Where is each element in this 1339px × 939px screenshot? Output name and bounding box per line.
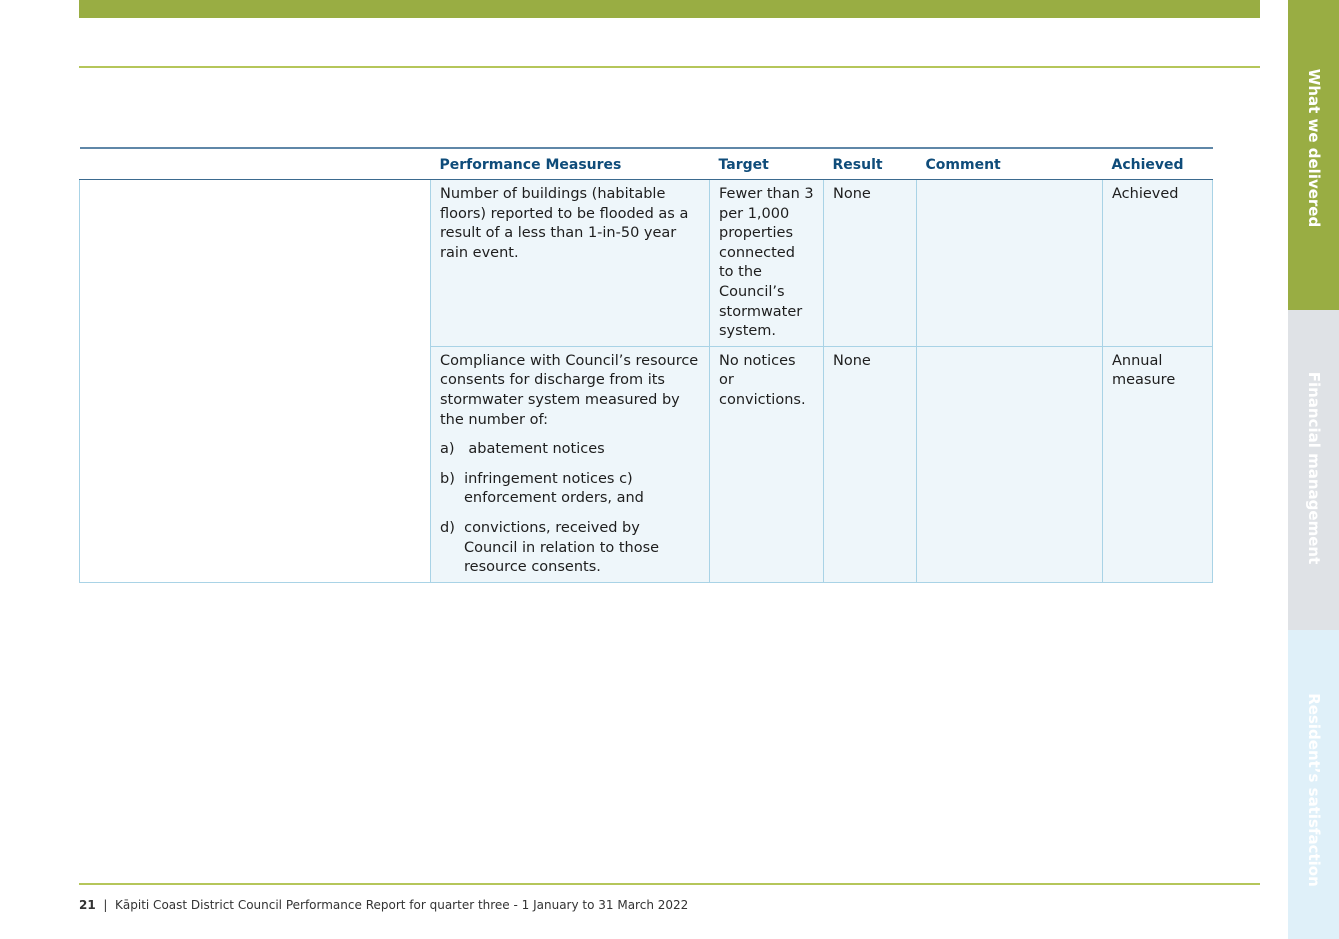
measure-cell: Number of buildings (habitable floors) reported to be flooded as a result of a less than 1-in-50 year rain event. — [431, 180, 710, 347]
header-result: Result — [824, 148, 917, 180]
blank-column-cell — [80, 180, 431, 583]
tab-label: Resident’s satisfaction — [1304, 693, 1323, 887]
list-text: abatement notices — [468, 441, 605, 458]
result-cell: None — [824, 346, 917, 582]
achieved-cell: Annual measure — [1103, 346, 1213, 582]
footer-separator: | — [103, 898, 108, 912]
result-cell: None — [824, 180, 917, 347]
tab-label: Financial management — [1304, 371, 1323, 565]
target-cell: No notices or convictions. — [710, 346, 824, 582]
comment-cell — [917, 346, 1103, 582]
list-item — [440, 519, 700, 578]
list-marker: b) — [440, 470, 455, 487]
page-number: 21 — [79, 898, 96, 912]
tab-label: What we delivered — [1304, 68, 1323, 228]
header-measures: Performance Measures — [431, 148, 710, 180]
top-accent-bar — [79, 0, 1260, 18]
list-item — [440, 470, 700, 509]
footer — [79, 898, 688, 912]
footer-text: Kāpiti Coast District Council Performance Report for quarter three - 1 January to 31 March 2022 — [115, 898, 689, 912]
achieved-cell: Achieved — [1103, 180, 1213, 347]
tab-what-we-delivered[interactable] — [1288, 0, 1339, 310]
header-comment: Comment — [917, 148, 1103, 180]
header-blank — [80, 148, 431, 180]
list-marker: d) — [440, 519, 455, 536]
measure-cell — [431, 346, 710, 582]
list-item — [440, 440, 700, 460]
table-header-row — [80, 148, 1213, 180]
header-divider — [79, 66, 1260, 68]
header-achieved: Achieved — [1103, 148, 1213, 180]
list-text-continued: enforcement orders, and — [464, 490, 644, 507]
list-text-continued: Council in relation to those resource consents. — [464, 539, 660, 576]
footer-divider — [79, 883, 1260, 885]
tab-residents-satisfaction[interactable] — [1288, 630, 1339, 939]
header-target: Target — [710, 148, 824, 180]
table-row — [80, 180, 1213, 347]
tab-financial-management[interactable] — [1288, 310, 1339, 630]
list-text: convictions, received by — [464, 519, 640, 536]
list-marker: a) — [440, 441, 455, 458]
list-text: infringement notices c) — [464, 470, 633, 487]
comment-cell — [917, 180, 1103, 347]
measure-intro: Compliance with Council’s resource consents for discharge from its stormwater system measured by the number of: — [440, 352, 699, 428]
performance-measures-table — [79, 147, 1213, 583]
target-cell: Fewer than 3 per 1,000 properties connected to the Council’s stormwater system. — [710, 180, 824, 347]
